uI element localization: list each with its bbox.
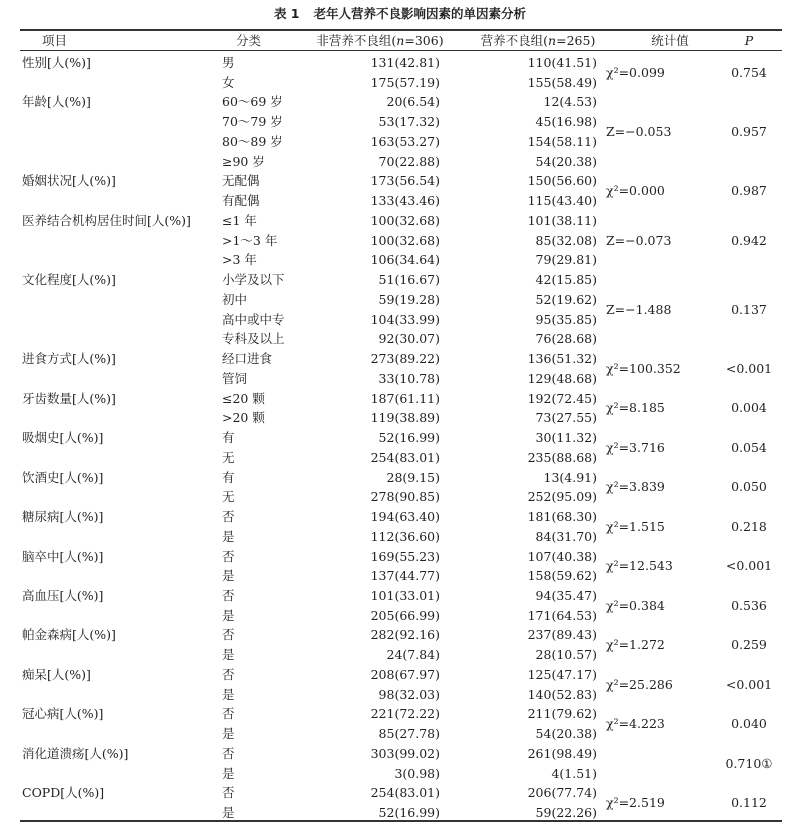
non-malnutrition-cell: 24(7.84) bbox=[386, 647, 440, 663]
category-cell: 否 bbox=[222, 509, 235, 525]
header-p-value: P bbox=[744, 33, 754, 48]
non-malnutrition-cell: 187(61.11) bbox=[370, 390, 440, 406]
p-value-cell: 0.754 bbox=[731, 64, 767, 80]
p-value-cell: 0.710① bbox=[725, 755, 773, 771]
statistic-cell: Z=−0.073 bbox=[606, 232, 672, 248]
category-cell: ≤20 颗 bbox=[222, 390, 265, 406]
category-cell: 否 bbox=[222, 745, 235, 761]
malnutrition-cell: 28(10.57) bbox=[535, 647, 597, 663]
non-malnutrition-cell: 51(16.67) bbox=[378, 272, 440, 288]
malnutrition-cell: 158(59.62) bbox=[527, 568, 597, 584]
non-malnutrition-cell: 205(66.99) bbox=[370, 607, 440, 623]
non-malnutrition-cell: 20(6.54) bbox=[386, 94, 440, 110]
non-malnutrition-cell: 163(53.27) bbox=[370, 133, 440, 149]
p-value-cell: <0.001 bbox=[725, 676, 773, 692]
non-malnutrition-cell: 106(34.64) bbox=[370, 252, 440, 268]
malnutrition-cell: 101(38.11) bbox=[527, 212, 597, 228]
non-malnutrition-cell: 137(44.77) bbox=[370, 568, 440, 584]
row-item-label: 冠心病[人(%)] bbox=[22, 706, 104, 722]
table-caption bbox=[0, 4, 800, 24]
malnutrition-cell: 155(58.49) bbox=[527, 74, 597, 90]
p-value-cell: 0.054 bbox=[731, 439, 767, 455]
category-cell: 男 bbox=[222, 55, 235, 70]
p-value-cell: <0.001 bbox=[725, 558, 773, 574]
statistic-cell: Z=−0.053 bbox=[606, 124, 672, 140]
malnutrition-cell: 30(11.32) bbox=[535, 430, 597, 446]
p-value-cell: 0.957 bbox=[731, 124, 767, 140]
row-item-label: 饮酒史[人(%)] bbox=[22, 469, 104, 485]
statistic-cell: χ²=0.000 bbox=[606, 183, 665, 199]
malnutrition-cell: 235(88.68) bbox=[527, 449, 597, 465]
malnutrition-cell: 54(20.38) bbox=[535, 726, 597, 742]
category-cell: 是 bbox=[222, 528, 235, 544]
category-cell: 否 bbox=[222, 666, 235, 682]
statistic-cell: χ²=1.272 bbox=[606, 637, 665, 653]
row-item-label: 痴呆[人(%)] bbox=[22, 666, 91, 682]
malnutrition-cell: 107(40.38) bbox=[527, 548, 597, 564]
row-item-label: 进食方式[人(%)] bbox=[22, 351, 116, 367]
category-cell: 经口进食 bbox=[222, 351, 273, 367]
statistic-cell: χ²=8.185 bbox=[606, 400, 665, 416]
p-value-cell: 0.050 bbox=[731, 479, 767, 495]
category-cell: 无 bbox=[222, 489, 235, 505]
row-item-label: 年龄[人(%)] bbox=[22, 94, 91, 110]
malnutrition-cell: 79(29.81) bbox=[535, 252, 597, 268]
category-cell: 无 bbox=[222, 449, 235, 465]
non-malnutrition-cell: 112(36.60) bbox=[370, 528, 440, 544]
non-malnutrition-cell: 254(83.01) bbox=[370, 785, 440, 801]
non-malnutrition-cell: 100(32.68) bbox=[370, 232, 440, 248]
malnutrition-cell: 84(31.70) bbox=[535, 528, 597, 544]
statistic-cell: χ²=3.716 bbox=[606, 439, 665, 455]
non-malnutrition-cell: 85(27.78) bbox=[378, 726, 440, 742]
category-cell: >20 颗 bbox=[222, 410, 265, 426]
category-cell: 80～89 岁 bbox=[222, 133, 283, 149]
non-malnutrition-cell: 70(22.88) bbox=[378, 153, 440, 169]
non-malnutrition-cell: 303(99.02) bbox=[370, 745, 440, 761]
row-item-label: 高血压[人(%)] bbox=[22, 587, 104, 603]
malnutrition-cell: 136(51.32) bbox=[527, 351, 597, 367]
malnutrition-cell: 252(95.09) bbox=[527, 489, 597, 505]
p-value-cell: 0.004 bbox=[731, 400, 767, 416]
non-malnutrition-cell: 273(89.22) bbox=[370, 351, 440, 367]
row-item-label: 脑卒中[人(%)] bbox=[22, 548, 104, 564]
non-malnutrition-cell: 100(32.68) bbox=[370, 212, 440, 228]
non-malnutrition-cell: 98(32.03) bbox=[378, 686, 440, 702]
category-cell: 是 bbox=[222, 805, 235, 821]
malnutrition-cell: 42(15.85) bbox=[535, 272, 597, 288]
non-malnutrition-cell: 59(19.28) bbox=[378, 291, 440, 307]
malnutrition-cell: 181(68.30) bbox=[527, 509, 597, 525]
p-value-cell: 0.942 bbox=[731, 232, 767, 248]
header-rule bbox=[20, 50, 782, 51]
non-malnutrition-cell: 254(83.01) bbox=[370, 449, 440, 465]
category-cell: 初中 bbox=[222, 291, 248, 307]
statistic-cell: χ²=25.286 bbox=[606, 676, 673, 692]
category-cell: 无配偶 bbox=[222, 173, 260, 189]
malnutrition-cell: 211(79.62) bbox=[527, 706, 597, 722]
category-cell: 否 bbox=[222, 785, 235, 801]
malnutrition-cell: 140(52.83) bbox=[527, 686, 597, 702]
malnutrition-cell: 76(28.68) bbox=[535, 331, 597, 347]
row-item-label: 牙齿数量[人(%)] bbox=[22, 390, 116, 406]
statistic-cell: χ²=2.519 bbox=[606, 795, 665, 811]
row-item-label: COPD[人(%)] bbox=[22, 785, 105, 801]
statistic-cell: χ²=0.099 bbox=[606, 64, 665, 80]
statistic-cell: χ²=100.352 bbox=[606, 360, 681, 376]
category-cell: 小学及以下 bbox=[222, 272, 285, 288]
statistic-cell: χ²=0.384 bbox=[606, 597, 665, 613]
p-value-cell: 0.112 bbox=[731, 795, 767, 811]
category-cell: 女 bbox=[222, 74, 235, 90]
non-malnutrition-cell: 119(38.89) bbox=[370, 410, 440, 426]
malnutrition-cell: 12(4.53) bbox=[543, 94, 597, 110]
category-cell: 60～69 岁 bbox=[222, 94, 283, 110]
category-cell: 有 bbox=[222, 469, 235, 485]
row-item-label: 消化道溃疡[人(%)] bbox=[22, 745, 129, 761]
category-cell: 有配偶 bbox=[222, 193, 260, 209]
bottom-rule bbox=[20, 820, 782, 822]
statistic-cell bbox=[606, 754, 716, 774]
non-malnutrition-cell: 175(57.19) bbox=[370, 74, 440, 90]
category-cell: 是 bbox=[222, 647, 235, 663]
non-malnutrition-cell: 3(0.98) bbox=[394, 765, 440, 781]
malnutrition-cell: 45(16.98) bbox=[535, 114, 597, 130]
malnutrition-cell: 237(89.43) bbox=[527, 627, 597, 643]
non-malnutrition-cell: 28(9.15) bbox=[386, 469, 440, 485]
header-item: 项目 bbox=[42, 33, 68, 48]
category-cell: 否 bbox=[222, 548, 235, 564]
category-cell: 否 bbox=[222, 627, 235, 643]
category-cell: 否 bbox=[222, 587, 235, 603]
malnutrition-cell: 85(32.08) bbox=[535, 232, 597, 248]
malnutrition-cell: 54(20.38) bbox=[535, 153, 597, 169]
category-cell: 70～79 岁 bbox=[222, 114, 283, 130]
malnutrition-cell: 129(48.68) bbox=[527, 370, 597, 386]
malnutrition-cell: 94(35.47) bbox=[535, 587, 597, 603]
category-cell: ≥90 岁 bbox=[222, 153, 265, 169]
non-malnutrition-cell: 208(67.97) bbox=[370, 666, 440, 682]
category-cell: >3 年 bbox=[222, 252, 257, 268]
category-cell: 有 bbox=[222, 430, 235, 446]
category-cell: ≤1 年 bbox=[222, 212, 257, 228]
non-malnutrition-cell: 52(16.99) bbox=[378, 430, 440, 446]
row-item-label: 糖尿病[人(%)] bbox=[22, 509, 104, 525]
non-malnutrition-cell: 133(43.46) bbox=[370, 193, 440, 209]
statistic-cell: Z=−1.488 bbox=[606, 301, 672, 317]
statistic-cell: χ²=12.543 bbox=[606, 558, 673, 574]
non-malnutrition-cell: 104(33.99) bbox=[370, 311, 440, 327]
category-cell: 是 bbox=[222, 607, 235, 623]
non-malnutrition-cell: 194(63.40) bbox=[370, 509, 440, 525]
non-malnutrition-cell: 52(16.99) bbox=[378, 805, 440, 821]
category-cell: 专科及以上 bbox=[222, 331, 285, 347]
malnutrition-cell: 4(1.51) bbox=[551, 765, 597, 781]
category-cell: 否 bbox=[222, 706, 235, 722]
header-statistic: 统计值 bbox=[651, 33, 689, 48]
category-cell: 高中或中专 bbox=[222, 311, 285, 327]
row-item-label: 婚姻状况[人(%)] bbox=[22, 173, 116, 189]
non-malnutrition-cell: 278(90.85) bbox=[370, 489, 440, 505]
malnutrition-cell: 171(64.53) bbox=[527, 607, 597, 623]
p-value-cell: 0.137 bbox=[731, 301, 767, 317]
non-malnutrition-cell: 33(10.78) bbox=[378, 370, 440, 386]
table-title: 老年人营养不良影响因素的单因素分析 bbox=[313, 6, 527, 21]
non-malnutrition-cell: 282(92.16) bbox=[370, 627, 440, 643]
header-malnutrition: 营养不良组(n=265) bbox=[480, 33, 596, 48]
malnutrition-cell: 59(22.26) bbox=[535, 805, 597, 821]
malnutrition-cell: 192(72.45) bbox=[527, 390, 597, 406]
malnutrition-cell: 154(58.11) bbox=[527, 133, 597, 149]
statistic-cell: χ²=1.515 bbox=[606, 518, 665, 534]
header-category: 分类 bbox=[236, 33, 262, 48]
category-cell: 管饲 bbox=[222, 370, 248, 386]
statistic-cell: χ²=3.839 bbox=[606, 479, 665, 495]
p-value-cell: 0.259 bbox=[731, 637, 767, 653]
p-value-cell: 0.536 bbox=[731, 597, 767, 613]
statistic-cell: χ²=4.223 bbox=[606, 716, 665, 732]
row-item-label: 帕金森病[人(%)] bbox=[22, 627, 116, 643]
non-malnutrition-cell: 131(42.81) bbox=[370, 55, 440, 70]
row-item-label: 文化程度[人(%)] bbox=[22, 272, 116, 288]
non-malnutrition-cell: 173(56.54) bbox=[370, 173, 440, 189]
malnutrition-cell: 206(77.74) bbox=[527, 785, 597, 801]
malnutrition-cell: 13(4.91) bbox=[543, 469, 597, 485]
malnutrition-cell: 110(41.51) bbox=[527, 55, 597, 70]
category-cell: 是 bbox=[222, 765, 235, 781]
category-cell: >1～3 年 bbox=[222, 232, 278, 248]
category-cell: 是 bbox=[222, 568, 235, 584]
p-value-cell: <0.001 bbox=[725, 360, 773, 376]
malnutrition-cell: 125(47.17) bbox=[527, 666, 597, 682]
category-cell: 是 bbox=[222, 686, 235, 702]
row-item-label: 医养结合机构居住时间[人(%)] bbox=[22, 212, 191, 228]
p-value-cell: 0.218 bbox=[731, 518, 767, 534]
malnutrition-cell: 261(98.49) bbox=[527, 745, 597, 761]
header-non-malnutrition: 非营养不良组(n=306) bbox=[316, 33, 444, 48]
non-malnutrition-cell: 92(30.07) bbox=[378, 331, 440, 347]
table-number: 表 1 bbox=[273, 6, 300, 21]
category-cell: 是 bbox=[222, 726, 235, 742]
p-value-cell: 0.987 bbox=[731, 183, 767, 199]
non-malnutrition-cell: 169(55.23) bbox=[370, 548, 440, 564]
row-item-label: 性别[人(%)] bbox=[22, 55, 91, 70]
malnutrition-cell: 115(43.40) bbox=[527, 193, 597, 209]
malnutrition-cell: 52(19.62) bbox=[535, 291, 597, 307]
non-malnutrition-cell: 221(72.22) bbox=[370, 706, 440, 722]
non-malnutrition-cell: 53(17.32) bbox=[378, 114, 440, 130]
malnutrition-cell: 150(56.60) bbox=[527, 173, 597, 189]
non-malnutrition-cell: 101(33.01) bbox=[370, 587, 440, 603]
malnutrition-cell: 95(35.85) bbox=[535, 311, 597, 327]
p-value-cell: 0.040 bbox=[731, 716, 767, 732]
malnutrition-cell: 73(27.55) bbox=[535, 410, 597, 426]
row-item-label: 吸烟史[人(%)] bbox=[22, 430, 104, 446]
